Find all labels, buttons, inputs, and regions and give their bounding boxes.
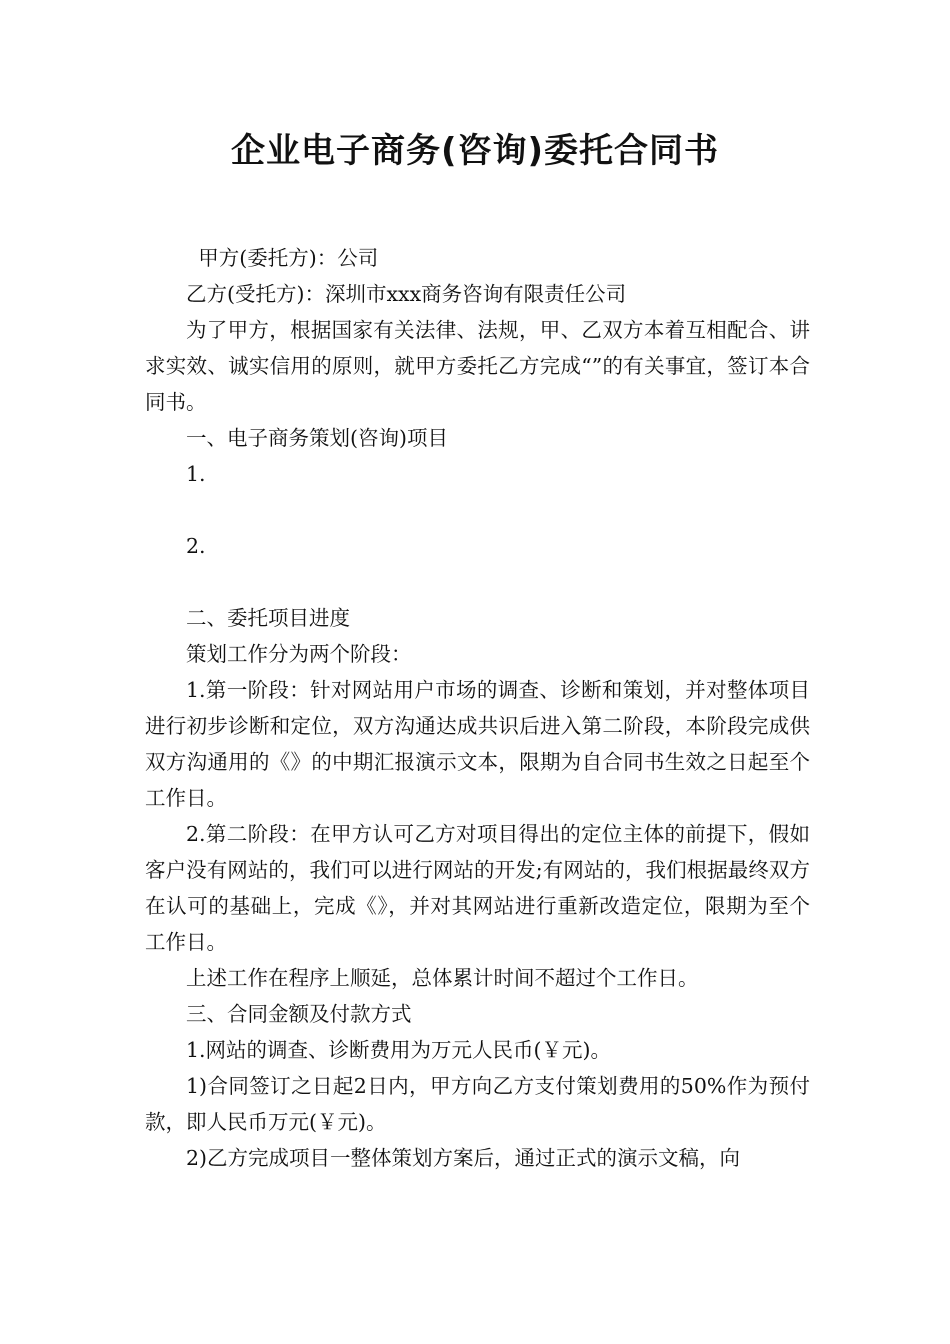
- stage-2-paragraph: 2.第二阶段：在甲方认可乙方对项目得出的定位主体的前提下，假如客户没有网站的，我们可以进行网站的开发;有网站的，我们根据最终双方在认可的基础上，完成《》，并对其网站进行重新改造定位，限期为至个工作日。: [145, 822, 810, 954]
- blank-line: [145, 492, 810, 528]
- party-a-line: 甲方(委托方)：公司: [198, 246, 379, 270]
- fee-subitem-2: 2)乙方完成项目一整体策划方案后，通过正式的演示文稿，向: [186, 1146, 741, 1170]
- schedule-note: 上述工作在程序上顺延，总体累计时间不超过个工作日。: [186, 966, 699, 990]
- stage-1-paragraph: 1.第一阶段：针对网站用户市场的调查、诊断和策划，并对整体项目进行初步诊断和定位，双方沟通达成共识后进入第二阶段，本阶段完成供双方沟通用的《》的中期汇报演示文本，限期为自合同书生效之日起至个工作日。: [145, 678, 810, 810]
- fee-subitem-1: 1)合同签订之日起2日内，甲方向乙方支付策划费用的50%作为预付款，即人民币万元(￥元)。: [145, 1074, 810, 1134]
- intro-paragraph: 为了甲方，根据国家有关法律、法规，甲、乙双方本着互相配合、讲求实效、诚实信用的原则，就甲方委托乙方完成“”的有关事宜，签订本合同书。: [145, 318, 810, 414]
- fee-item-1: 1.网站的调查、诊断费用为万元人民币(￥元)。: [186, 1038, 612, 1062]
- project-item-1: 1.: [186, 462, 206, 486]
- document-body: [145, 240, 810, 1176]
- section-heading-1: 一、电子商务策划(咨询)项目: [186, 426, 448, 450]
- project-item-2: 2.: [186, 534, 206, 558]
- section-heading-2: 二、委托项目进度: [186, 606, 350, 630]
- blank-line: [145, 564, 810, 600]
- party-b-line: 乙方(受托方)：深圳市xxx商务咨询有限责任公司: [186, 282, 627, 306]
- document-title: 企业电子商务(咨询)委托合同书: [230, 131, 720, 171]
- section-heading-3: 三、合同金额及付款方式: [186, 1002, 412, 1026]
- stages-intro: 策划工作分为两个阶段：: [186, 642, 412, 666]
